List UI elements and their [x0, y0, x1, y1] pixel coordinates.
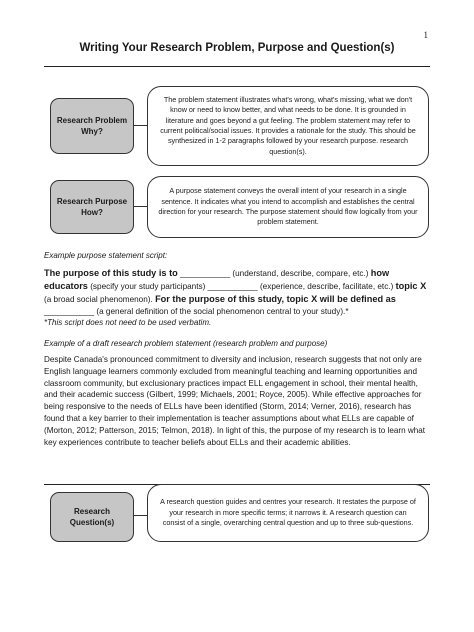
research-problem-question-word: Why? [81, 127, 103, 136]
script-fragment-2: ___________ (understand, describe, compare, etc.) [177, 269, 371, 278]
research-purpose-description-box [147, 176, 429, 238]
research-purpose-question-word: How? [81, 208, 103, 217]
problem-connector [133, 125, 147, 126]
script-fragment-3: how educators [44, 268, 390, 292]
script-fragment-6: (a broad social phenomenon). [44, 295, 156, 305]
script-note: *This script does not need to be used verbatim. [44, 318, 212, 327]
research-problem-label-box [50, 98, 134, 154]
purpose-connector [133, 206, 147, 207]
draft-example-heading: Example of a draft research problem statement (research problem and purpose) [44, 339, 328, 348]
script-fragment-1: The purpose of this study is to [44, 268, 178, 278]
research-question-label: Research [73, 506, 110, 516]
example-script-paragraph [44, 267, 432, 318]
research-question-description: A research question guides and centres your research. It restates the purpose of your research in more specific terms; it narrows it. A research question can consist of a single, overarching central question and up to three sub-questions. [160, 497, 416, 528]
research-purpose-description: A purpose statement conveys the overall intent of your research in a single sentence. It indicates what you intend to accomplish and establishes the central direction for your research. The purpose statement should flow logically from your problem statement. [158, 186, 418, 227]
research-purpose-label: Research Purpose [56, 196, 128, 206]
script-fragment-5: topic X [395, 281, 427, 292]
example-script-heading: Example purpose statement script: [44, 251, 168, 260]
research-question-label-box [50, 492, 134, 542]
research-problem-description-box [147, 86, 429, 166]
script-fragment-8: ___________ (a general definition of the social phenomenon central to your study).* [44, 307, 349, 317]
script-fragment-7: For the purpose of this study, topic X will be defined as [155, 294, 396, 305]
script-fragment-4: (specify your study participants) ___________ (experience, describe, facilitate, etc.) [87, 282, 396, 292]
question-connector [133, 515, 147, 516]
page-number: 1 [423, 30, 428, 40]
research-question-description-box [147, 484, 429, 542]
research-problem-description: The problem statement illustrates what's wrong, what's missing, what we don't know or need to know better, and what needs to be done. It is grounded in literature and goes beyond a gut feeling. The problem statement may refer to current political/social issues. It provides a rationale for the study. This should be synthesized in 1-2 paragraphs followed by your research purpose. research question(s). [160, 94, 416, 156]
research-purpose-label-box [50, 180, 134, 234]
research-question-label-sub: Question(s) [69, 518, 115, 527]
research-problem-label: Research Problem [56, 115, 128, 125]
page-title: Writing Your Research Problem, Purpose and Question(s) [79, 42, 395, 54]
draft-example-body: Despite Canada's pronounced commitment to diversity and inclusion, research suggests that not only are English language learners commonly excluded from meaningful teaching and learning opportunities and classroom community, but exclusionary practices impact ELL engagement in school, their mental health, and their academic success (Gilbert, 1999; Michaels, 2001; Royce, 2005). While effective approaches for being responsive to the needs of ELLs have been identified (Storm, 2014; Verner, 2016), research has found that a key barrier to their implementation is teacher assumptions about what ELLs are capable of (Morton, 2012; Patterson, 2015; Telmon, 2018). In light of this, the purpose of my research is to learn what key experiences contribute to teacher beliefs about ELLs and their academic abilities. [44, 355, 426, 447]
title-divider [44, 66, 430, 67]
